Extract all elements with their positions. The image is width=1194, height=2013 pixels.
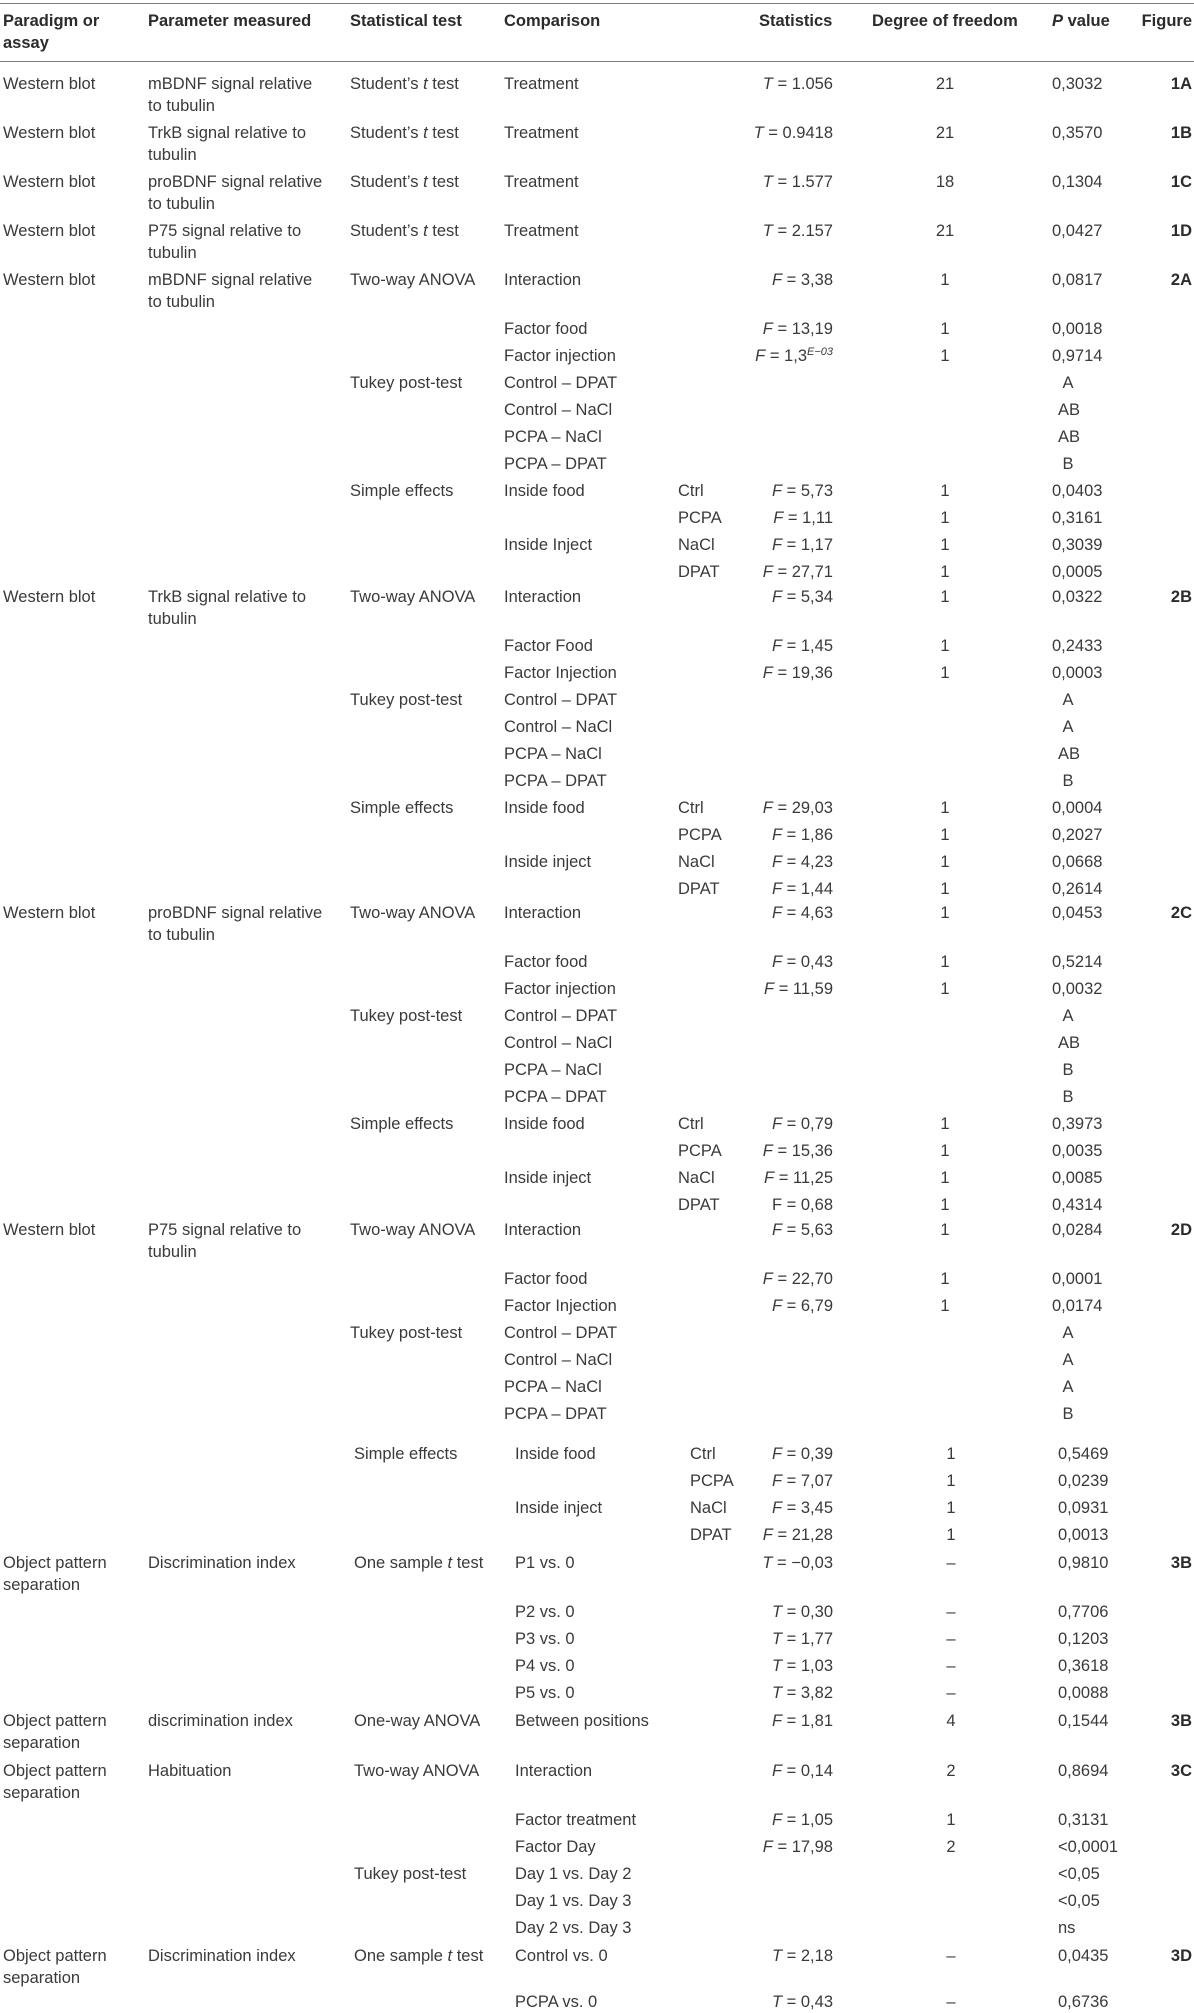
header-comparison: Comparison bbox=[504, 12, 601, 30]
statistic-cell: F = 4,23 bbox=[771, 853, 833, 871]
parameter-cell: TrkB signal relative to tubulin bbox=[148, 588, 307, 628]
comparison-cell: Control – NaCl bbox=[504, 718, 613, 736]
subgroup-cell: NaCl bbox=[678, 536, 715, 554]
comparison-cell: Interaction bbox=[504, 588, 582, 606]
test-cell: One sample t test bbox=[354, 1947, 484, 1965]
figure-cell: 2C bbox=[1170, 904, 1192, 922]
parameter-cell: proBDNF signal relative to tubulin bbox=[148, 173, 323, 213]
subgroup-cell: DPAT bbox=[678, 880, 720, 898]
statistic-cell: T = 0,43 bbox=[771, 1993, 833, 2011]
comparison-cell: P4 vs. 0 bbox=[515, 1657, 575, 1675]
statistic-cell: F = 27,71 bbox=[762, 563, 833, 581]
comparison-cell: Interaction bbox=[504, 1221, 582, 1239]
group-letter: A bbox=[1062, 691, 1074, 709]
paradigm-cell: Object pattern separation bbox=[3, 1762, 107, 1802]
statistic-cell: T = 0.9418 bbox=[753, 124, 833, 142]
header-parameter: Parameter measured bbox=[148, 12, 312, 30]
p-value-cell: 0,0427 bbox=[1052, 222, 1103, 240]
parameter-cell: P75 signal relative to tubulin bbox=[148, 222, 302, 262]
parameter-cell: P75 signal relative to tubulin bbox=[148, 1221, 302, 1261]
df-cell: – bbox=[946, 1603, 956, 1621]
test-cell: Student’s t test bbox=[350, 124, 459, 142]
statistic-cell: F = 0,68 bbox=[772, 1196, 833, 1214]
statistic-cell: F = 3,38 bbox=[771, 271, 833, 289]
top-rule bbox=[0, 3, 1194, 4]
subgroup-cell: NaCl bbox=[678, 1169, 715, 1187]
statistic-cell: F = 22,70 bbox=[762, 1270, 833, 1288]
df-cell: 4 bbox=[946, 1712, 956, 1730]
df-cell: 1 bbox=[940, 1221, 950, 1239]
p-value-cell: 0,0668 bbox=[1052, 853, 1103, 871]
p-value-cell: <0,05 bbox=[1058, 1865, 1100, 1883]
statistic-cell: T = 1.056 bbox=[762, 75, 833, 93]
df-cell: 1 bbox=[946, 1499, 956, 1517]
statistic-cell: F = 0,43 bbox=[771, 953, 833, 971]
p-value-cell: 0,5214 bbox=[1052, 953, 1103, 971]
p-value-cell: 0,0035 bbox=[1052, 1142, 1103, 1160]
statistic-cell: $F = 1,3^{E-03}$ bbox=[755, 346, 833, 365]
p-value-cell: 0,5469 bbox=[1058, 1445, 1109, 1463]
test-cell: Student’s t test bbox=[350, 75, 459, 93]
df-cell: 1 bbox=[940, 826, 950, 844]
group-letter: AB bbox=[1058, 401, 1081, 419]
comparison-cell: Treatment bbox=[504, 75, 579, 93]
df-cell: 21 bbox=[935, 124, 955, 142]
parameter-cell: mBDNF signal relative to tubulin bbox=[148, 271, 313, 311]
p-value-cell: ns bbox=[1058, 1919, 1076, 1937]
p-value-cell: 0,2614 bbox=[1052, 880, 1103, 898]
test-cell: Simple effects bbox=[350, 482, 454, 500]
df-cell: 1 bbox=[940, 980, 950, 998]
df-cell: 1 bbox=[940, 320, 950, 338]
p-value-cell: 0,0817 bbox=[1052, 271, 1103, 289]
comparison-cell: PCPA – DPAT bbox=[504, 455, 607, 473]
df-cell: 1 bbox=[940, 1169, 950, 1187]
subgroup-cell: PCPA bbox=[678, 826, 722, 844]
comparison-cell: Control – DPAT bbox=[504, 374, 618, 392]
df-cell: 1 bbox=[940, 637, 950, 655]
comparison-cell: PCPA – NaCl bbox=[504, 1378, 602, 1396]
p-value-cell: 0,0931 bbox=[1058, 1499, 1109, 1517]
statistic-cell: T = 1.577 bbox=[762, 173, 833, 191]
statistic-cell: F = 0,79 bbox=[771, 1115, 833, 1133]
paradigm-cell: Western blot bbox=[3, 75, 96, 93]
comparison-cell: PCPA – NaCl bbox=[504, 1061, 602, 1079]
header-p-value: P value bbox=[1052, 12, 1110, 30]
df-cell: 2 bbox=[946, 1762, 956, 1780]
p-value-cell: 0,0018 bbox=[1052, 320, 1103, 338]
parameter-cell: TrkB signal relative to tubulin bbox=[148, 124, 307, 164]
df-cell: 1 bbox=[940, 664, 950, 682]
comparison-cell: Inside food bbox=[504, 1115, 585, 1133]
paradigm-cell: Western blot bbox=[3, 588, 96, 606]
test-cell: Two-way ANOVA bbox=[350, 1221, 476, 1239]
parameter-cell: Habituation bbox=[148, 1762, 232, 1780]
df-cell: 21 bbox=[935, 222, 955, 240]
group-letter: AB bbox=[1058, 428, 1081, 446]
comparison-cell: Factor Food bbox=[504, 637, 593, 655]
comparison-cell: PCPA – NaCl bbox=[504, 745, 602, 763]
comparison-cell: Inside Inject bbox=[504, 536, 593, 554]
parameter-cell: Discrimination index bbox=[148, 1947, 296, 1965]
test-cell: Student’s t test bbox=[350, 222, 459, 240]
p-value-cell: 0,9810 bbox=[1058, 1554, 1109, 1572]
paradigm-cell: Western blot bbox=[3, 173, 96, 191]
df-cell: 21 bbox=[935, 75, 955, 93]
header-df: Degree of freedom bbox=[872, 12, 1018, 30]
paradigm-cell: Western blot bbox=[3, 904, 96, 922]
comparison-cell: Interaction bbox=[504, 904, 582, 922]
figure-cell: 3C bbox=[1170, 1762, 1192, 1780]
statistic-cell: F = 0,14 bbox=[771, 1762, 833, 1780]
statistic-cell: F = 15,36 bbox=[762, 1142, 833, 1160]
statistic-cell: F = 5,34 bbox=[771, 588, 833, 606]
comparison-cell: Treatment bbox=[504, 124, 579, 142]
test-cell: Tukey post-test bbox=[350, 374, 463, 392]
group-letter: B bbox=[1062, 772, 1074, 790]
df-cell: 1 bbox=[940, 271, 950, 289]
df-cell: 1 bbox=[940, 347, 950, 365]
test-cell: One sample t test bbox=[354, 1554, 484, 1572]
comparison-cell: P2 vs. 0 bbox=[515, 1603, 575, 1621]
statistic-cell: F = 19,36 bbox=[762, 664, 833, 682]
test-cell: Two-way ANOVA bbox=[350, 271, 476, 289]
p-value-cell: 0,3570 bbox=[1052, 124, 1103, 142]
df-cell: – bbox=[946, 1630, 956, 1648]
test-cell: Tukey post-test bbox=[350, 691, 463, 709]
p-value-cell: 0,0004 bbox=[1052, 799, 1103, 817]
comparison-cell: Interaction bbox=[504, 271, 582, 289]
df-cell: 1 bbox=[940, 953, 950, 971]
test-cell: Simple effects bbox=[354, 1445, 458, 1463]
comparison-cell: Treatment bbox=[504, 173, 579, 191]
p-value-cell: <0,05 bbox=[1058, 1892, 1100, 1910]
p-value-cell: 0,8694 bbox=[1058, 1762, 1109, 1780]
group-letter: A bbox=[1062, 1378, 1074, 1396]
statistic-cell: F = 3,45 bbox=[771, 1499, 833, 1517]
comparison-cell: Control – NaCl bbox=[504, 1034, 613, 1052]
comparison-cell: PCPA – DPAT bbox=[504, 772, 607, 790]
test-cell: Simple effects bbox=[350, 799, 454, 817]
subgroup-cell: DPAT bbox=[678, 1196, 720, 1214]
df-cell: 1 bbox=[940, 1270, 950, 1288]
statistic-cell: T = 1,77 bbox=[771, 1630, 833, 1648]
comparison-cell: Inside food bbox=[504, 482, 585, 500]
comparison-cell: Day 1 vs. Day 3 bbox=[515, 1892, 632, 1910]
comparison-cell: Control vs. 0 bbox=[515, 1947, 608, 1965]
group-letter: AB bbox=[1058, 745, 1081, 763]
p-value-cell: 0,3032 bbox=[1052, 75, 1103, 93]
statistic-cell: F = 1,17 bbox=[771, 536, 833, 554]
p-value-cell: 0,0003 bbox=[1052, 664, 1103, 682]
paradigm-cell: Western blot bbox=[3, 124, 96, 142]
df-cell: 1 bbox=[940, 1115, 950, 1133]
df-cell: – bbox=[946, 1657, 956, 1675]
statistic-cell: F = 7,07 bbox=[771, 1472, 833, 1490]
group-letter: A bbox=[1062, 1351, 1074, 1369]
comparison-cell: Factor food bbox=[504, 953, 588, 971]
group-letter: A bbox=[1062, 1007, 1074, 1025]
comparison-cell: Factor injection bbox=[504, 980, 616, 998]
comparison-cell: P5 vs. 0 bbox=[515, 1684, 575, 1702]
p-value-cell: 0,9714 bbox=[1052, 347, 1103, 365]
subgroup-cell: Ctrl bbox=[678, 482, 704, 500]
p-value-cell: 0,0032 bbox=[1052, 980, 1103, 998]
p-value-cell: 0,1203 bbox=[1058, 1630, 1109, 1648]
paradigm-cell: Object pattern separation bbox=[3, 1554, 107, 1594]
statistic-cell: F = 6,79 bbox=[771, 1297, 833, 1315]
statistic-cell: F = 29,03 bbox=[762, 799, 833, 817]
subgroup-cell: NaCl bbox=[678, 853, 715, 871]
statistic-cell: F = 1,86 bbox=[771, 826, 833, 844]
test-cell: Student’s t test bbox=[350, 173, 459, 191]
p-value-cell: 0,6736 bbox=[1058, 1993, 1109, 2011]
figure-cell: 3B bbox=[1170, 1554, 1192, 1572]
df-cell: 1 bbox=[940, 1196, 950, 1214]
comparison-cell: Factor injection bbox=[504, 347, 616, 365]
p-value-cell: 0,0174 bbox=[1052, 1297, 1103, 1315]
df-cell: 1 bbox=[940, 563, 950, 581]
df-cell: – bbox=[946, 1684, 956, 1702]
p-value-cell: 0,3131 bbox=[1058, 1811, 1109, 1829]
subgroup-cell: Ctrl bbox=[678, 799, 704, 817]
df-cell: 1 bbox=[940, 482, 950, 500]
comparison-cell: Control – DPAT bbox=[504, 691, 618, 709]
comparison-cell: Factor Injection bbox=[504, 664, 617, 682]
p-value-cell: 0,0435 bbox=[1058, 1947, 1109, 1965]
statistic-cell: F = 1,44 bbox=[771, 880, 833, 898]
test-cell: Two-way ANOVA bbox=[354, 1762, 480, 1780]
comparison-cell: Factor Day bbox=[515, 1838, 596, 1856]
df-cell: – bbox=[946, 1947, 956, 1965]
p-value-cell: 0,2433 bbox=[1052, 637, 1103, 655]
subgroup-cell: Ctrl bbox=[690, 1445, 716, 1463]
comparison-cell: Control – NaCl bbox=[504, 1351, 613, 1369]
statistic-cell: F = 11,25 bbox=[764, 1169, 833, 1187]
p-value-cell: 0,0322 bbox=[1052, 588, 1103, 606]
comparison-cell: P3 vs. 0 bbox=[515, 1630, 575, 1648]
statistic-cell: F = 5,73 bbox=[771, 482, 833, 500]
p-value-cell: 0,3161 bbox=[1052, 509, 1103, 527]
statistic-cell: F = 13,19 bbox=[762, 320, 833, 338]
statistic-cell: T = 1,03 bbox=[771, 1657, 833, 1675]
comparison-cell: Treatment bbox=[504, 222, 579, 240]
comparison-cell: Inside inject bbox=[504, 853, 592, 871]
figure-cell: 2D bbox=[1170, 1221, 1192, 1239]
comparison-cell: Control – DPAT bbox=[504, 1324, 618, 1342]
test-cell: Two-way ANOVA bbox=[350, 588, 476, 606]
parameter-cell: discrimination index bbox=[148, 1712, 293, 1730]
statistic-cell: T = 0,30 bbox=[771, 1603, 833, 1621]
df-cell: 1 bbox=[946, 1811, 956, 1829]
statistic-cell: F = 1,81 bbox=[771, 1712, 833, 1730]
statistic-cell: F = 1,11 bbox=[773, 509, 833, 527]
statistic-cell: T = 3,82 bbox=[771, 1684, 833, 1702]
group-letter: B bbox=[1062, 1061, 1074, 1079]
p-value-cell: 0,3973 bbox=[1052, 1115, 1103, 1133]
paradigm-cell: Western blot bbox=[3, 271, 96, 289]
test-cell: Tukey post-test bbox=[350, 1007, 463, 1025]
paradigm-cell: Western blot bbox=[3, 222, 96, 240]
comparison-cell: Interaction bbox=[515, 1762, 593, 1780]
figure-cell: 1B bbox=[1170, 124, 1192, 142]
subgroup-cell: DPAT bbox=[690, 1526, 732, 1544]
comparison-cell: Between positions bbox=[515, 1712, 649, 1730]
df-cell: 18 bbox=[935, 173, 955, 191]
test-cell: Tukey post-test bbox=[354, 1865, 467, 1883]
df-cell: 1 bbox=[940, 799, 950, 817]
figure-cell: 1A bbox=[1170, 75, 1192, 93]
df-cell: 1 bbox=[940, 588, 950, 606]
p-value-cell: 0,0013 bbox=[1058, 1526, 1109, 1544]
figure-cell: 1C bbox=[1170, 173, 1192, 191]
df-cell: 1 bbox=[940, 853, 950, 871]
p-value-cell: 0,7706 bbox=[1058, 1603, 1109, 1621]
group-letter: A bbox=[1062, 374, 1074, 392]
p-value-cell: 0,0284 bbox=[1052, 1221, 1103, 1239]
df-cell: 1 bbox=[946, 1472, 956, 1490]
figure-cell: 3B bbox=[1170, 1712, 1192, 1730]
group-letter: B bbox=[1062, 455, 1074, 473]
comparison-cell: PCPA – DPAT bbox=[504, 1405, 607, 1423]
comparison-cell: Inside inject bbox=[515, 1499, 603, 1517]
comparison-cell: Inside inject bbox=[504, 1169, 592, 1187]
header-statistics: Statistics bbox=[759, 12, 833, 30]
df-cell: 2 bbox=[946, 1838, 956, 1856]
test-cell: One-way ANOVA bbox=[354, 1712, 481, 1730]
df-cell: – bbox=[946, 1554, 956, 1572]
df-cell: 1 bbox=[940, 1142, 950, 1160]
comparison-cell: Control – NaCl bbox=[504, 401, 613, 419]
test-cell: Simple effects bbox=[350, 1115, 454, 1133]
group-letter: B bbox=[1062, 1405, 1074, 1423]
subgroup-cell: PCPA bbox=[678, 1142, 722, 1160]
figure-cell: 1D bbox=[1170, 222, 1192, 240]
p-value-cell: 0,4314 bbox=[1052, 1196, 1103, 1214]
header-figure: Figure bbox=[1141, 12, 1192, 30]
comparison-cell: PCPA vs. 0 bbox=[515, 1993, 598, 2011]
p-value-cell: 0,0239 bbox=[1058, 1472, 1109, 1490]
subgroup-cell: DPAT bbox=[678, 563, 720, 581]
df-cell: 1 bbox=[946, 1445, 956, 1463]
p-value-cell: 0,0005 bbox=[1052, 563, 1103, 581]
statistic-cell: F = 0,39 bbox=[771, 1445, 833, 1463]
comparison-cell: Factor Injection bbox=[504, 1297, 617, 1315]
df-cell: 1 bbox=[946, 1526, 956, 1544]
test-cell: Two-way ANOVA bbox=[350, 904, 476, 922]
statistic-cell: F = 21,28 bbox=[762, 1526, 833, 1544]
statistic-cell: F = 11,59 bbox=[764, 980, 833, 998]
group-letter: B bbox=[1062, 1088, 1074, 1106]
df-cell: 1 bbox=[940, 880, 950, 898]
paradigm-cell: Object pattern separation bbox=[3, 1947, 107, 1987]
df-cell: 1 bbox=[940, 509, 950, 527]
parameter-cell: Discrimination index bbox=[148, 1554, 296, 1572]
p-value-cell: 0,0085 bbox=[1052, 1169, 1103, 1187]
p-value-cell: 0,1544 bbox=[1058, 1712, 1109, 1730]
paradigm-cell: Western blot bbox=[3, 1221, 96, 1239]
paradigm-cell: Object pattern separation bbox=[3, 1712, 107, 1752]
comparison-cell: PCPA – NaCl bbox=[504, 428, 602, 446]
figure-cell: 2B bbox=[1170, 588, 1192, 606]
subgroup-cell: NaCl bbox=[690, 1499, 727, 1517]
df-cell: 1 bbox=[940, 536, 950, 554]
p-value-cell: 0,3618 bbox=[1058, 1657, 1109, 1675]
test-cell: Tukey post-test bbox=[350, 1324, 463, 1342]
comparison-cell: PCPA – DPAT bbox=[504, 1088, 607, 1106]
p-value-cell: 0,0403 bbox=[1052, 482, 1103, 500]
df-cell: 1 bbox=[940, 1297, 950, 1315]
statistic-cell: F = 5,63 bbox=[771, 1221, 833, 1239]
group-letter: A bbox=[1062, 718, 1074, 736]
statistic-cell: T = 2,18 bbox=[771, 1947, 833, 1965]
df-cell: – bbox=[946, 1993, 956, 2011]
statistic-cell: T = −0,03 bbox=[762, 1554, 833, 1572]
comparison-cell: Inside food bbox=[504, 799, 585, 817]
p-value-cell: 0,0453 bbox=[1052, 904, 1103, 922]
subgroup-cell: PCPA bbox=[690, 1472, 734, 1490]
df-cell: 1 bbox=[940, 904, 950, 922]
p-value-cell: 0,1304 bbox=[1052, 173, 1103, 191]
header-test: Statistical test bbox=[350, 12, 462, 30]
comparison-cell: Day 1 vs. Day 2 bbox=[515, 1865, 632, 1883]
header-paradigm: Paradigm or assay bbox=[3, 12, 100, 52]
group-letter: AB bbox=[1058, 1034, 1081, 1052]
comparison-cell: Factor food bbox=[504, 320, 588, 338]
figure-cell: 3D bbox=[1170, 1947, 1192, 1965]
group-letter: A bbox=[1062, 1324, 1074, 1342]
p-value-cell: 0,0088 bbox=[1058, 1684, 1109, 1702]
subgroup-cell: PCPA bbox=[678, 509, 722, 527]
statistic-cell: F = 4,63 bbox=[771, 904, 833, 922]
comparison-cell: Factor food bbox=[504, 1270, 588, 1288]
p-value-cell: 0,0001 bbox=[1052, 1270, 1103, 1288]
statistic-cell: F = 1,45 bbox=[771, 637, 833, 655]
statistic-cell: F = 1,05 bbox=[771, 1811, 833, 1829]
comparison-cell: Inside food bbox=[515, 1445, 596, 1463]
statistic-cell: F = 17,98 bbox=[762, 1838, 833, 1856]
subgroup-cell: Ctrl bbox=[678, 1115, 704, 1133]
p-value-cell: 0,2027 bbox=[1052, 826, 1103, 844]
p-value-cell: <0,0001 bbox=[1058, 1838, 1119, 1856]
figure-cell: 2A bbox=[1170, 271, 1192, 289]
comparison-cell: P1 vs. 0 bbox=[515, 1554, 575, 1572]
statistic-cell: T = 2.157 bbox=[762, 222, 833, 240]
comparison-cell: Control – DPAT bbox=[504, 1007, 618, 1025]
parameter-cell: mBDNF signal relative to tubulin bbox=[148, 75, 313, 115]
parameter-cell: proBDNF signal relative to tubulin bbox=[148, 904, 323, 944]
header-rule bbox=[0, 61, 1194, 62]
comparison-cell: Day 2 vs. Day 3 bbox=[515, 1919, 632, 1937]
comparison-cell: Factor treatment bbox=[515, 1811, 637, 1829]
p-value-cell: 0,3039 bbox=[1052, 536, 1103, 554]
